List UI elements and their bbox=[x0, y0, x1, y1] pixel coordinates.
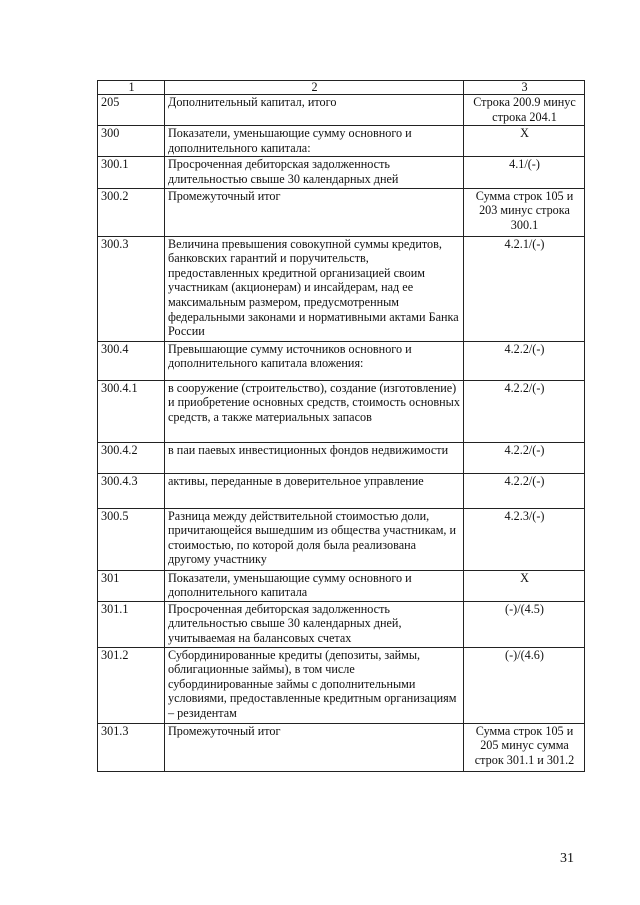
column-header-reference: 3 bbox=[464, 81, 585, 95]
row-code: 300.4 bbox=[98, 341, 165, 380]
row-code: 300.4.1 bbox=[98, 380, 165, 442]
table-row bbox=[98, 508, 585, 570]
row-name: Просроченная дебиторская задолженность длительностью свыше 30 календарных дней, учитываемая на балансовых счетах bbox=[165, 601, 464, 647]
row-reference: 4.2.1/(-) bbox=[464, 236, 585, 341]
table-row bbox=[98, 188, 585, 236]
table-row bbox=[98, 126, 585, 157]
column-header-code: 1 bbox=[98, 81, 165, 95]
table-row bbox=[98, 723, 585, 771]
row-name: Дополнительный капитал, итого bbox=[165, 95, 464, 126]
row-name: в сооружение (строительство), создание (изготовление) и приобретение основных средств, стоимость основных средств, а также материальных запасов bbox=[165, 380, 464, 442]
table-header-row bbox=[98, 81, 585, 95]
page-number: 31 bbox=[560, 851, 574, 866]
table-row bbox=[98, 570, 585, 601]
row-code: 300.2 bbox=[98, 188, 165, 236]
row-code: 300 bbox=[98, 126, 165, 157]
row-reference: 4.2.3/(-) bbox=[464, 508, 585, 570]
row-reference: 4.2.2/(-) bbox=[464, 341, 585, 380]
row-code: 205 bbox=[98, 95, 165, 126]
row-code: 300.3 bbox=[98, 236, 165, 341]
table-row bbox=[98, 647, 585, 723]
row-name: Показатели, уменьшающие сумму основного и дополнительного капитала bbox=[165, 570, 464, 601]
row-name: в паи паевых инвестиционных фондов недвижимости bbox=[165, 442, 464, 473]
row-reference: 4.1/(-) bbox=[464, 157, 585, 188]
row-reference: Сумма строк 105 и 203 минус строка 300.1 bbox=[464, 188, 585, 236]
row-code: 301.1 bbox=[98, 601, 165, 647]
row-name: Показатели, уменьшающие сумму основного и дополнительного капитала: bbox=[165, 126, 464, 157]
row-name: Промежуточный итог bbox=[165, 723, 464, 771]
table-row bbox=[98, 341, 585, 380]
row-name: Превышающие сумму источников основного и дополнительного капитала вложения: bbox=[165, 341, 464, 380]
row-name: Промежуточный итог bbox=[165, 188, 464, 236]
row-reference: (-)/(4.6) bbox=[464, 647, 585, 723]
table-row bbox=[98, 157, 585, 188]
row-reference: 4.2.2/(-) bbox=[464, 442, 585, 473]
row-reference: X bbox=[464, 570, 585, 601]
row-name: Разница между действительной стоимостью доли, причитающейся вышедшим из общества участникам, и стоимостью, по которой доля была реализована другому участнику bbox=[165, 508, 464, 570]
table-row bbox=[98, 95, 585, 126]
row-reference: 4.2.2/(-) bbox=[464, 380, 585, 442]
row-reference: 4.2.2/(-) bbox=[464, 473, 585, 508]
row-name: Просроченная дебиторская задолженность длительностью свыше 30 календарных дней bbox=[165, 157, 464, 188]
row-code: 300.4.3 bbox=[98, 473, 165, 508]
capital-indicators-table bbox=[97, 80, 585, 772]
row-code: 301.3 bbox=[98, 723, 165, 771]
row-name: Величина превышения совокупной суммы кредитов, банковских гарантий и поручительств, предоставленных кредитной организацией своим участникам (акционерам) и инсайдерам, над ее максимальным размером, предусмотренным федеральными законами и нормативными актами Банка России bbox=[165, 236, 464, 341]
row-name: Субординированные кредиты (депозиты, займы, облигационные займы), в том числе субординированные займы с дополнительными условиями, предоставленные кредитным организациям – резидентам bbox=[165, 647, 464, 723]
row-reference: X bbox=[464, 126, 585, 157]
row-reference: (-)/(4.5) bbox=[464, 601, 585, 647]
row-code: 300.4.2 bbox=[98, 442, 165, 473]
table-row bbox=[98, 380, 585, 442]
row-code: 301.2 bbox=[98, 647, 165, 723]
row-code: 301 bbox=[98, 570, 165, 601]
row-reference: Сумма строк 105 и 205 минус сумма строк 301.1 и 301.2 bbox=[464, 723, 585, 771]
table-row bbox=[98, 236, 585, 341]
row-reference: Строка 200.9 минус строка 204.1 bbox=[464, 95, 585, 126]
row-name: активы, переданные в доверительное управление bbox=[165, 473, 464, 508]
table-row bbox=[98, 442, 585, 473]
column-header-name: 2 bbox=[165, 81, 464, 95]
table-row bbox=[98, 473, 585, 508]
row-code: 300.5 bbox=[98, 508, 165, 570]
table-row bbox=[98, 601, 585, 647]
row-code: 300.1 bbox=[98, 157, 165, 188]
